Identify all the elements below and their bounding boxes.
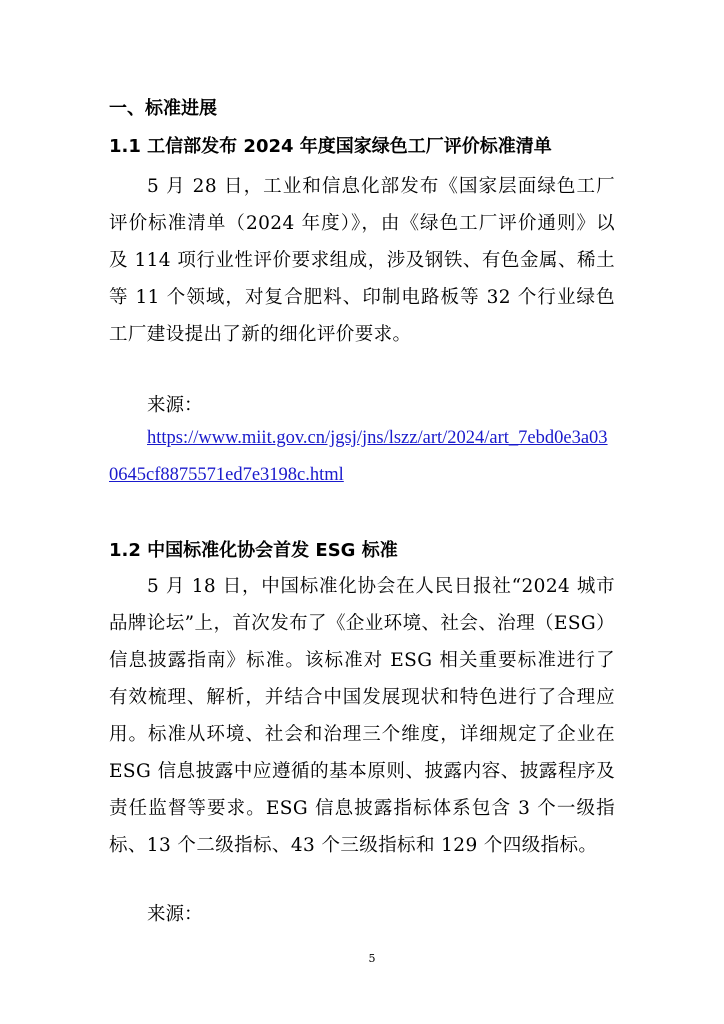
source-link-1-1[interactable]: https://www.miit.gov.cn/jgsj/jns/lszz/art/2024/art_7ebd0e3a030645cf8875571ed7e3198c.html <box>109 428 608 485</box>
page-number: 5 <box>368 952 376 965</box>
item-body-1-1: 5 月 28 日，工业和信息化部发布《国家层面绿色工厂评价标准清单（2024 年度）》，由《绿色工厂评价通则》以及 114 项行业性评价要求组成，涉及钢铁、有色金属、稀土等 11 个领域，对复合肥料、印制电路板等 32 个行业绿色工厂建设提出了新的细化评价要求。 <box>109 176 615 345</box>
item-body-1-2: 5 月 18 日，中国标准化协会在人民日报社“2024 城市品牌论坛”上，首次发布了《企业环境、社会、治理（ESG）信息披露指南》标准。该标准对 ESG 相关重要标准进行了有效梳理、解析，并结合中国发展现状和特色进行了合理应用。标准从环境、社会和治理三个维度，详细规定了企业在 ESG 信息披露中应遵循的基本原则、披露内容、披露程序及责任监督等要求。ESG 信息披露指标体系包含 3 个一级指标、13 个二级指标、43 个三级指标和 129 个四级指标。 <box>109 576 615 856</box>
source-label-1-1: 来源： <box>147 395 203 416</box>
item-heading-1-2: 1.2 中国标准化协会首发 ESG 标准 <box>109 540 398 561</box>
source-label-1-2: 来源： <box>147 904 203 925</box>
section-heading: 一、标准进展 <box>109 98 217 119</box>
item-heading-1-1: 1.1 工信部发布 2024 年度国家绿色工厂评价标准清单 <box>109 136 552 157</box>
